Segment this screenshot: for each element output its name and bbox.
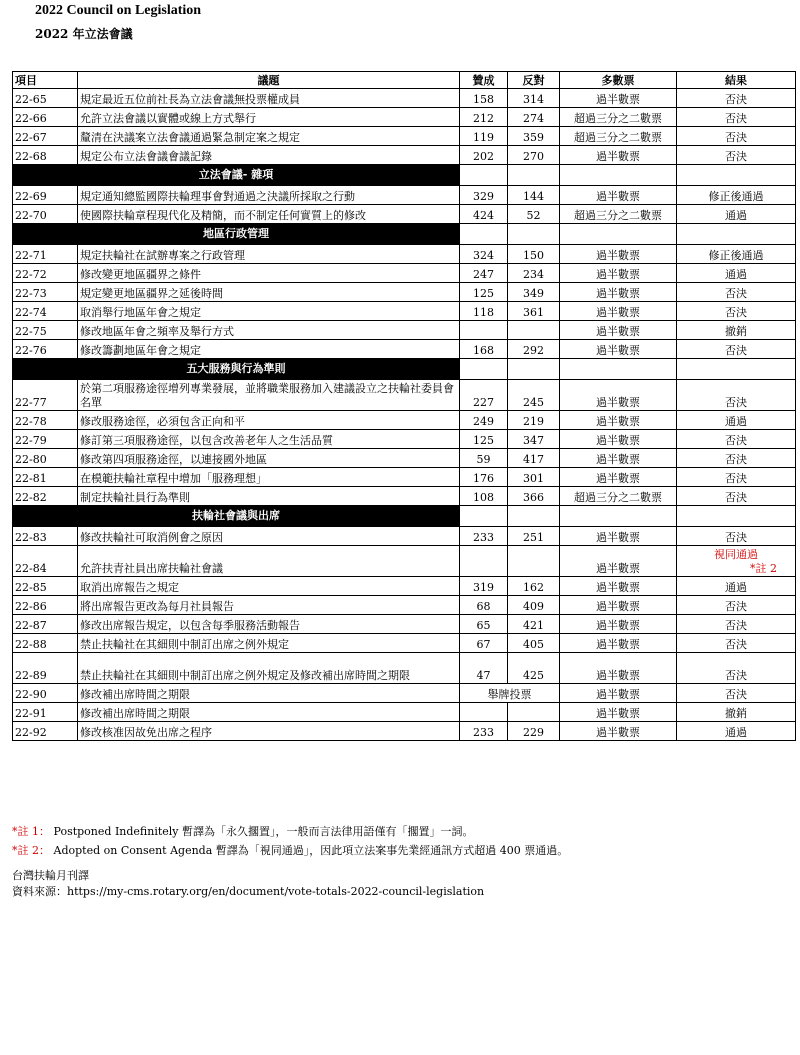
result — [677, 380, 796, 411]
majority-type: 過半數票 — [560, 615, 677, 634]
majority-type: 過半數票 — [560, 380, 677, 411]
table-row — [13, 245, 796, 264]
table-row — [13, 411, 796, 430]
table-body — [13, 89, 796, 741]
table-row — [13, 615, 796, 634]
result — [677, 186, 796, 205]
table-header-row — [13, 72, 796, 89]
item-id: 22-78 — [13, 411, 78, 430]
table-row — [13, 283, 796, 302]
item-topic: 修改服務途徑，必須包含正向和平 — [78, 411, 460, 430]
result-text: 否決 — [725, 306, 747, 319]
majority-type: 過半數票 — [560, 596, 677, 615]
result-text: 否決 — [725, 396, 747, 409]
result-text: 否決 — [725, 93, 747, 106]
item-topic: 取消舉行地區年會之規定 — [78, 302, 460, 321]
col-header-for: 贊成 — [460, 72, 508, 89]
table-row — [13, 634, 796, 653]
votes-against: 245 — [508, 380, 560, 411]
empty-cell — [508, 165, 560, 186]
item-topic: 修改籌劃地區年會之規定 — [78, 340, 460, 359]
result — [677, 577, 796, 596]
result-text: 通過 — [725, 268, 747, 281]
section-heading: 五大服務與行為準則 — [13, 359, 460, 380]
votes-against: 366 — [508, 487, 560, 506]
votes-against: 229 — [508, 722, 560, 741]
result — [677, 340, 796, 359]
votes-against: 359 — [508, 127, 560, 146]
table-row — [13, 596, 796, 615]
table-row — [13, 302, 796, 321]
result — [677, 430, 796, 449]
votes-against: 425 — [508, 653, 560, 684]
votes-for: 202 — [460, 146, 508, 165]
result — [677, 264, 796, 283]
table-row — [13, 430, 796, 449]
item-topic: 在模範扶輪社章程中增加「服務理想」 — [78, 468, 460, 487]
votes-against: 162 — [508, 577, 560, 596]
votes-for: 65 — [460, 615, 508, 634]
votes-against: 234 — [508, 264, 560, 283]
table-row — [13, 264, 796, 283]
votes-for: 227 — [460, 380, 508, 411]
majority-type: 過半數票 — [560, 283, 677, 302]
votes-against: 292 — [508, 340, 560, 359]
majority-type: 過半數票 — [560, 89, 677, 108]
result — [677, 615, 796, 634]
majority-type: 過半數票 — [560, 577, 677, 596]
item-id: 22-82 — [13, 487, 78, 506]
result — [677, 321, 796, 340]
table-row — [13, 205, 796, 224]
result-text: 否決 — [725, 600, 747, 613]
empty-cell — [508, 359, 560, 380]
col-header-id: 項目 — [13, 72, 78, 89]
table-row — [13, 186, 796, 205]
table-row — [13, 546, 796, 577]
table-row — [13, 449, 796, 468]
result — [677, 722, 796, 741]
empty-cell — [508, 224, 560, 245]
votes-against: 52 — [508, 205, 560, 224]
item-id: 22-76 — [13, 340, 78, 359]
item-topic: 禁止扶輪社在其細則中制訂出席之例外規定 — [78, 634, 460, 653]
result — [677, 127, 796, 146]
table-row — [13, 722, 796, 741]
item-topic: 禁止扶輪社在其細則中制訂出席之例外規定及修改補出席時間之期限 — [78, 653, 460, 684]
item-id: 22-77 — [13, 380, 78, 411]
item-topic: 允許扶青社員出席扶輪社會議 — [78, 546, 460, 577]
votes-against: 270 — [508, 146, 560, 165]
votes-against: 361 — [508, 302, 560, 321]
majority-type: 過半數票 — [560, 146, 677, 165]
votes-for: 68 — [460, 596, 508, 615]
item-topic: 釐清在決議案立法會議通過緊急制定案之規定 — [78, 127, 460, 146]
table-row — [13, 380, 796, 411]
empty-cell — [677, 224, 796, 245]
table-row — [13, 340, 796, 359]
item-topic: 於第二項服務途徑增列專業發展，並將職業服務加入建議設立之扶輪社委員會名單 — [78, 380, 460, 411]
note-1 — [12, 822, 568, 841]
section-row — [13, 359, 796, 380]
result-text: 否決 — [725, 150, 747, 163]
votes-for: 168 — [460, 340, 508, 359]
item-topic: 修改核准因故免出席之程序 — [78, 722, 460, 741]
table-row — [13, 684, 796, 703]
result-text: 否決 — [725, 131, 747, 144]
source-line: 資料來源：https://my-cms.rotary.org/en/document/vote-totals-2022-council-legislation — [12, 885, 485, 898]
item-topic: 修訂第三項服務途徑，以包含改善老年人之生活品質 — [78, 430, 460, 449]
empty-cell — [677, 165, 796, 186]
majority-type: 過半數票 — [560, 703, 677, 722]
empty-cell — [460, 165, 508, 186]
votes-against — [508, 546, 560, 577]
result — [677, 245, 796, 264]
votes-for: 108 — [460, 487, 508, 506]
item-id: 22-68 — [13, 146, 78, 165]
votes-against: 349 — [508, 283, 560, 302]
item-id: 22-85 — [13, 577, 78, 596]
item-id: 22-89 — [13, 653, 78, 684]
result — [677, 487, 796, 506]
table-row — [13, 89, 796, 108]
majority-type: 過半數票 — [560, 546, 677, 577]
item-id: 22-73 — [13, 283, 78, 302]
result — [677, 527, 796, 546]
votes-for: 59 — [460, 449, 508, 468]
page-subtitle: 2022 年立法會議 — [35, 27, 133, 41]
votes-for: 247 — [460, 264, 508, 283]
section-heading: 扶輪社會議與出席 — [13, 506, 460, 527]
majority-type: 過半數票 — [560, 411, 677, 430]
empty-cell — [508, 506, 560, 527]
majority-type: 過半數票 — [560, 527, 677, 546]
item-topic: 修改變更地區疆界之條件 — [78, 264, 460, 283]
item-id: 22-87 — [13, 615, 78, 634]
result-text: 否決 — [725, 472, 747, 485]
item-topic: 取消出席報告之規定 — [78, 577, 460, 596]
votes-for: 233 — [460, 722, 508, 741]
result-text: 否決 — [725, 453, 747, 466]
result — [677, 108, 796, 127]
note-text: Postponed Indefinitely 暫譯為「永久擱置」，一般而言法律用語僅有「擱置」一詞。 — [53, 825, 474, 838]
majority-type: 過半數票 — [560, 245, 677, 264]
empty-cell — [677, 506, 796, 527]
votes-against: 274 — [508, 108, 560, 127]
empty-cell — [460, 506, 508, 527]
item-topic: 使國際扶輪章程現代化及精簡，而不制定任何實質上的修改 — [78, 205, 460, 224]
votes-for — [460, 321, 508, 340]
item-topic: 修改扶輪社可取消例會之原因 — [78, 527, 460, 546]
item-topic: 規定最近五位前社長為立法會議無投票權成員 — [78, 89, 460, 108]
result-text: 否決 — [725, 619, 747, 632]
item-topic: 制定扶輪社員行為準則 — [78, 487, 460, 506]
item-id: 22-75 — [13, 321, 78, 340]
result — [677, 205, 796, 224]
result-text: 否決 — [725, 491, 747, 504]
majority-type: 過半數票 — [560, 722, 677, 741]
table-row — [13, 146, 796, 165]
table-row — [13, 653, 796, 684]
result-text: 通過 — [725, 415, 747, 428]
result-note: *註 2 — [750, 562, 777, 575]
item-id: 22-90 — [13, 684, 78, 703]
votes-for: 119 — [460, 127, 508, 146]
majority-type: 過半數票 — [560, 430, 677, 449]
item-topic: 規定公布立法會議會議記錄 — [78, 146, 460, 165]
table-row — [13, 468, 796, 487]
result-text: 視同通過 — [714, 548, 758, 561]
empty-cell — [560, 359, 677, 380]
votes-for: 176 — [460, 468, 508, 487]
result-text: 否決 — [725, 112, 747, 125]
item-id: 22-84 — [13, 546, 78, 577]
table-row — [13, 527, 796, 546]
majority-type: 過半數票 — [560, 634, 677, 653]
majority-type: 超過三分之二數票 — [560, 127, 677, 146]
result — [677, 146, 796, 165]
item-topic: 修改補出席時間之期限 — [78, 684, 460, 703]
item-topic: 修改第四項服務途徑，以連接國外地區 — [78, 449, 460, 468]
result-text: 否決 — [725, 531, 747, 544]
votes-for: 233 — [460, 527, 508, 546]
footer — [12, 868, 484, 900]
result — [677, 283, 796, 302]
item-id: 22-83 — [13, 527, 78, 546]
table-row — [13, 703, 796, 722]
empty-cell — [460, 359, 508, 380]
note-2 — [12, 841, 568, 860]
votes-for: 67 — [460, 634, 508, 653]
result-text: 否決 — [725, 344, 747, 357]
col-header-topic: 議題 — [78, 72, 460, 89]
table-row — [13, 487, 796, 506]
note-mark: *註 2： — [12, 844, 50, 857]
result-text: 撤銷 — [725, 707, 747, 720]
empty-cell — [460, 224, 508, 245]
item-id: 22-91 — [13, 703, 78, 722]
result-text: 否決 — [725, 287, 747, 300]
item-id: 22-72 — [13, 264, 78, 283]
item-topic: 修改補出席時間之期限 — [78, 703, 460, 722]
page-title: 2022 Council on Legislation — [35, 3, 202, 18]
item-topic: 規定通知總監國際扶輪理事會對通過之決議所採取之行動 — [78, 186, 460, 205]
result-text: 否決 — [725, 434, 747, 447]
col-header-majority: 多數票 — [560, 72, 677, 89]
votes-for: 329 — [460, 186, 508, 205]
item-id: 22-81 — [13, 468, 78, 487]
votes-against: 417 — [508, 449, 560, 468]
votes-against: 405 — [508, 634, 560, 653]
result-text: 通過 — [725, 581, 747, 594]
result — [677, 302, 796, 321]
item-topic: 規定扶輪社在試辦專案之行政管理 — [78, 245, 460, 264]
item-id: 22-92 — [13, 722, 78, 741]
majority-type: 過半數票 — [560, 340, 677, 359]
majority-type: 超過三分之二數票 — [560, 205, 677, 224]
section-heading: 立法會議- 雜項 — [13, 165, 460, 186]
votes-for: 125 — [460, 430, 508, 449]
section-heading: 地區行政管理 — [13, 224, 460, 245]
votes-for: 319 — [460, 577, 508, 596]
majority-type: 過半數票 — [560, 302, 677, 321]
votes-for: 212 — [460, 108, 508, 127]
majority-type: 過半數票 — [560, 321, 677, 340]
result — [677, 546, 796, 577]
note-text: Adopted on Consent Agenda 暫譯為「視同通過」，因此項立法案事先業經通訊方式超過 400 票通過。 — [53, 844, 569, 857]
result — [677, 653, 796, 684]
votes-against: 219 — [508, 411, 560, 430]
result-text: 否決 — [725, 638, 747, 651]
item-id: 22-71 — [13, 245, 78, 264]
item-id: 22-65 — [13, 89, 78, 108]
result — [677, 411, 796, 430]
majority-type: 過半數票 — [560, 468, 677, 487]
votes-against: 409 — [508, 596, 560, 615]
section-row — [13, 224, 796, 245]
result-text: 撤銷 — [725, 325, 747, 338]
votes-against: 347 — [508, 430, 560, 449]
votes-against — [508, 703, 560, 722]
votes-for: 158 — [460, 89, 508, 108]
table-row — [13, 321, 796, 340]
votes-against: 314 — [508, 89, 560, 108]
majority-type: 過半數票 — [560, 684, 677, 703]
result-text: 修正後通過 — [708, 249, 764, 262]
result — [677, 449, 796, 468]
item-topic: 修改地區年會之頻率及舉行方式 — [78, 321, 460, 340]
empty-cell — [560, 224, 677, 245]
result-text: 修正後通過 — [708, 190, 764, 203]
votes-for: 125 — [460, 283, 508, 302]
result-text: 通過 — [725, 209, 747, 222]
col-header-against: 反對 — [508, 72, 560, 89]
empty-cell — [560, 165, 677, 186]
item-id: 22-70 — [13, 205, 78, 224]
result-text: 否決 — [725, 688, 747, 701]
votes-against: 301 — [508, 468, 560, 487]
votes-against — [508, 321, 560, 340]
majority-type: 過半數票 — [560, 653, 677, 684]
table-row — [13, 108, 796, 127]
majority-type: 超過三分之二數票 — [560, 108, 677, 127]
majority-type: 過半數票 — [560, 449, 677, 468]
empty-cell — [560, 506, 677, 527]
table-row — [13, 127, 796, 146]
item-id: 22-66 — [13, 108, 78, 127]
votes-against: 150 — [508, 245, 560, 264]
result-text: 通過 — [725, 726, 747, 739]
votes-against: 251 — [508, 527, 560, 546]
result-text: 否決 — [725, 669, 747, 682]
item-id: 22-86 — [13, 596, 78, 615]
item-topic: 將出席報告更改為每月社員報告 — [78, 596, 460, 615]
votes-for — [460, 703, 508, 722]
result — [677, 596, 796, 615]
majority-type: 超過三分之二數票 — [560, 487, 677, 506]
note-mark: *註 1： — [12, 825, 50, 838]
majority-type: 過半數票 — [560, 186, 677, 205]
votes-for: 424 — [460, 205, 508, 224]
item-topic: 規定變更地區疆界之延後時間 — [78, 283, 460, 302]
item-id: 22-69 — [13, 186, 78, 205]
votes-for: 324 — [460, 245, 508, 264]
item-topic: 允許立法會議以實體或線上方式舉行 — [78, 108, 460, 127]
result — [677, 468, 796, 487]
legislation-table — [12, 71, 796, 741]
votes-against: 144 — [508, 186, 560, 205]
majority-type: 過半數票 — [560, 264, 677, 283]
votes-for: 47 — [460, 653, 508, 684]
translator-credit: 台灣扶輪月刊譯 — [12, 869, 89, 882]
item-topic: 修改出席報告規定，以包含每季服務活動報告 — [78, 615, 460, 634]
votes-against: 421 — [508, 615, 560, 634]
item-id: 22-67 — [13, 127, 78, 146]
result — [677, 684, 796, 703]
votes-for — [460, 546, 508, 577]
result — [677, 89, 796, 108]
table-row — [13, 577, 796, 596]
empty-cell — [677, 359, 796, 380]
votes-for: 249 — [460, 411, 508, 430]
notes — [12, 822, 568, 860]
col-header-result: 結果 — [677, 72, 796, 89]
section-row — [13, 506, 796, 527]
votes-text: 舉牌投票 — [460, 684, 560, 703]
votes-for: 118 — [460, 302, 508, 321]
item-id: 22-79 — [13, 430, 78, 449]
result — [677, 634, 796, 653]
item-id: 22-74 — [13, 302, 78, 321]
item-id: 22-88 — [13, 634, 78, 653]
item-id: 22-80 — [13, 449, 78, 468]
result — [677, 703, 796, 722]
section-row — [13, 165, 796, 186]
